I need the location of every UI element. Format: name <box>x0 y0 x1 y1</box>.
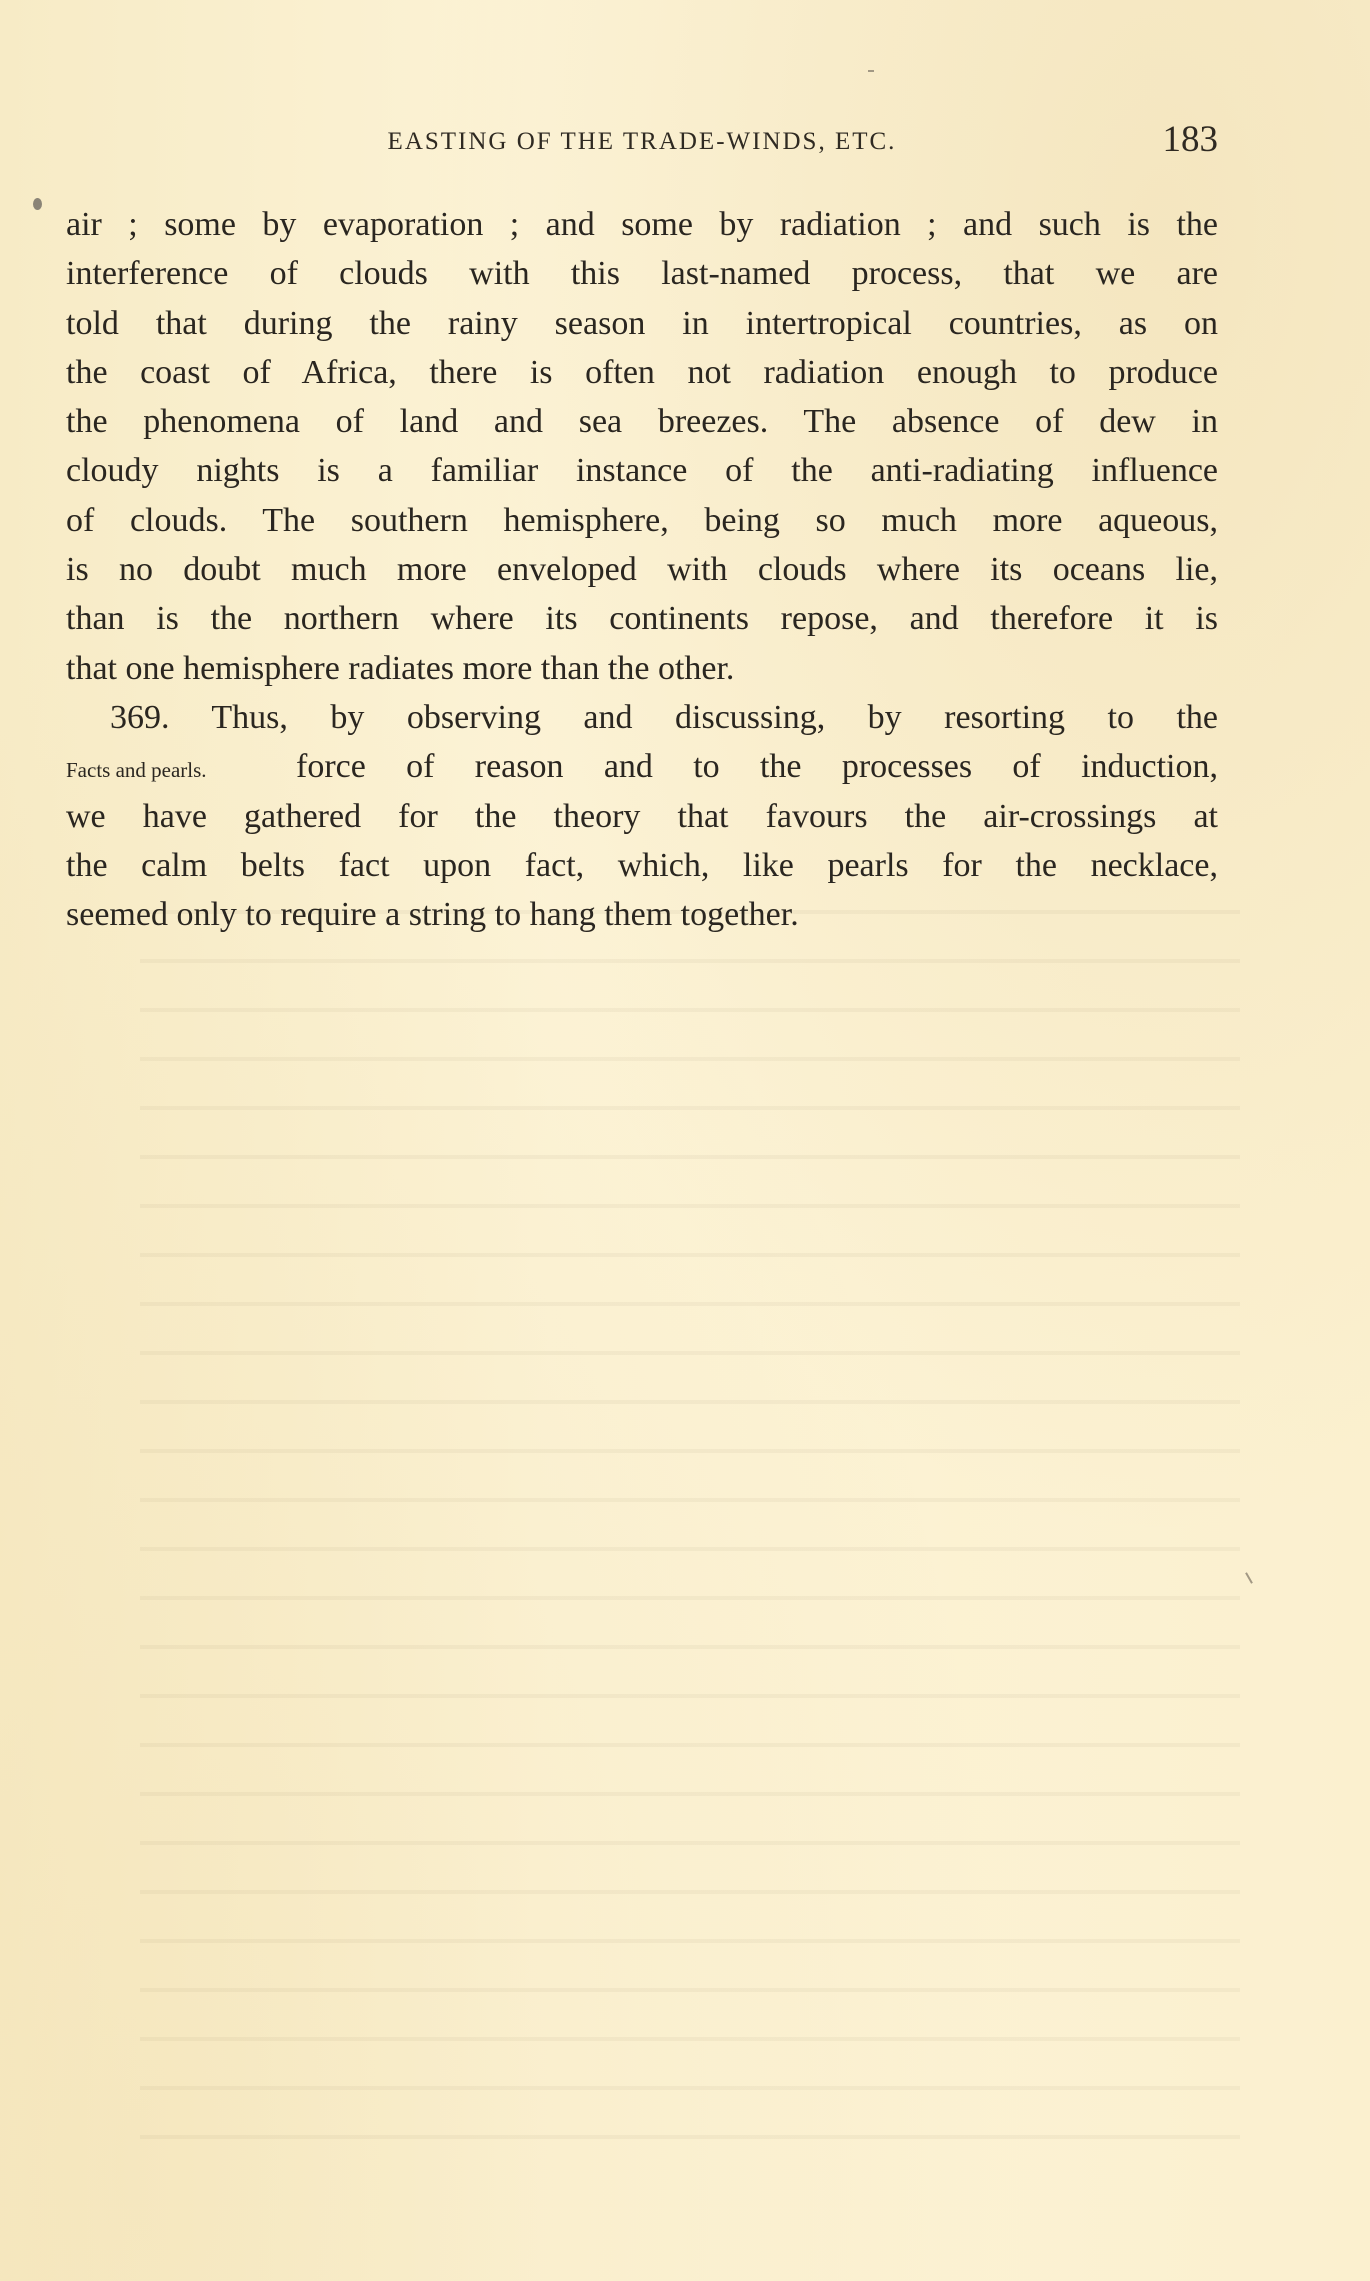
text-line: we have gathered for the theory that favours the air-crossings at <box>66 797 1218 835</box>
running-head: EASTING OF THE TRADE-WINDS, ETC. <box>387 128 897 155</box>
text-line: told that during the rainy season in intertropical countries, as on <box>66 304 1218 342</box>
text-line: the coast of Africa, there is often not radiation enough to produce <box>66 353 1218 391</box>
text-line: seemed only to require a string to hang them together. <box>66 896 799 934</box>
text-line: is no doubt much more enveloped with clouds where its oceans lie, <box>66 551 1218 589</box>
text-line: the phenomena of land and sea breezes. The absence of dew in <box>66 403 1218 441</box>
text-line: than is the northern where its continents repose, and therefore it is <box>66 600 1218 638</box>
paragraph-369-first-line: 369. Thus, by observing and discussing, by resorting to the <box>110 698 1218 736</box>
ink-dot <box>33 198 42 210</box>
text-line: of clouds. The southern hemisphere, being so much more aqueous, <box>66 501 1218 539</box>
text-line: that one hemisphere radiates more than the other. <box>66 649 735 687</box>
page-number: 183 <box>1162 119 1218 160</box>
bleed-through-texture <box>140 880 1240 2180</box>
margin-note: Facts and pearls. <box>66 758 207 783</box>
page-header <box>66 118 1218 162</box>
body-text <box>66 200 1218 939</box>
text-line: the calm belts fact upon fact, which, like pearls for the necklace, <box>66 846 1218 884</box>
paper-speck <box>1245 1572 1253 1583</box>
text-line: force of reason and to the processes of induction, <box>296 748 1218 786</box>
text-line: cloudy nights is a familiar instance of the anti-radiating influence <box>66 452 1218 490</box>
text-line: interference of clouds with this last-named process, that we are <box>66 255 1218 293</box>
text-line: air ; some by evaporation ; and some by radiation ; and such is the <box>66 206 1218 243</box>
paper-speck <box>868 70 874 72</box>
paragraph-369-margin-line <box>66 742 1218 791</box>
